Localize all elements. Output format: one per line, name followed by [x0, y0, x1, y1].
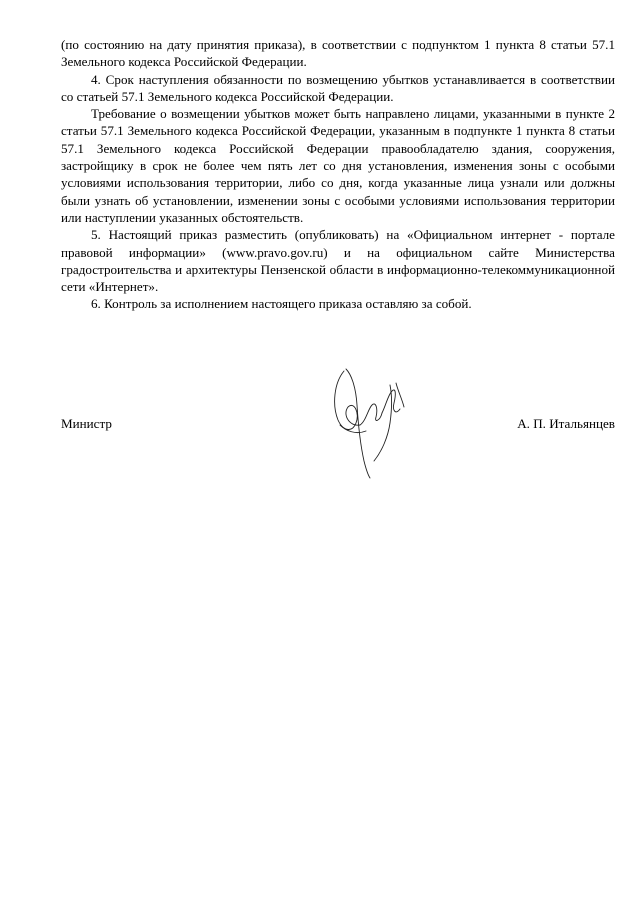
signer-position: Министр	[61, 416, 112, 431]
paragraph-item-4: 4. Срок наступления обязанности по возмещению убытков устанавливается в соответствии со статьей 57.1 Земельного кодекса Российской Федерации.	[61, 71, 615, 104]
document-body	[61, 36, 615, 313]
paragraph-damages-claim: Требование о возмещении убытков может быть направлено лицами, указанными в пункте 2 статьи 57.1 Земельного кодекса Российской Федерации, указанным в подпункте 1 пункта 8 статьи 57.1 Земельного кодекса Российской Федерации правообладателю здания, сооружения, застройщику в срок не более чем пять лет со дня установления, изменения зоны с особыми условиями использования территории, либо со дня, когда указанные лица узнали или должны были узнать об установлении, изменении зоны с особыми условиями использования территории или наступлении указанных обстоятельств.	[61, 106, 615, 225]
paragraph-continuation: (по состоянию на дату принятия приказа), в соответствии с подпунктом 1 пункта 8 статьи 57.1 Земельного кодекса Российской Федерации.	[61, 37, 615, 70]
signature-block	[61, 415, 615, 435]
paragraph-item-6: 6. Контроль за исполнением настоящего приказа оставляю за собой.	[91, 296, 472, 312]
paragraph-item-5: 5. Настоящий приказ разместить (опубликовать) на «Официальном интернет - портале правовой информации» (www.pravo.gov.ru) и на официальном сайте Министерства градостроительства и архитектуры Пензенской области в информационно-телекоммуникационной сети «Интернет».	[61, 227, 615, 295]
signer-name: А. П. Итальянцев	[517, 416, 615, 431]
